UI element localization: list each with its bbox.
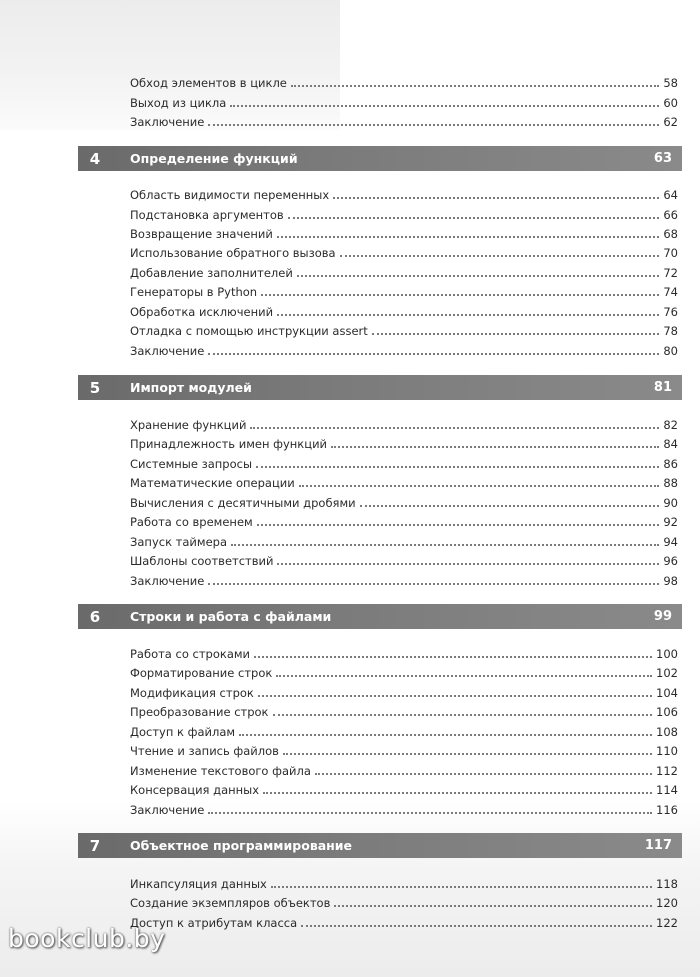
toc-entry-page: 86 <box>663 457 678 471</box>
toc-entry[interactable] <box>130 779 678 797</box>
toc-entry-title: Выход из цикла <box>130 96 227 110</box>
toc-entry-title: Шаблоны соответствий <box>130 554 274 568</box>
toc-entry-title: Возвращение значений <box>130 227 273 241</box>
toc-entry-title: Модификация строк <box>130 686 254 700</box>
toc-entry-page: 102 <box>656 666 678 680</box>
toc-entry-page: 82 <box>663 418 678 432</box>
toc-entry-page: 120 <box>656 896 678 910</box>
toc-entry-title: Запуск таймера <box>130 535 227 549</box>
toc-entry-title: Преобразование строк <box>130 705 269 719</box>
toc-entry[interactable] <box>130 414 678 432</box>
leader-dots <box>333 197 659 199</box>
toc-entry-title: Заключение <box>130 115 205 129</box>
leader-dots <box>208 812 652 814</box>
toc-entry[interactable] <box>130 740 678 758</box>
toc-entry-page: 76 <box>663 305 678 319</box>
toc-entry[interactable] <box>130 111 678 129</box>
leader-dots <box>239 734 652 736</box>
toc-entry-page: 72 <box>663 266 678 280</box>
toc-entry-title: Доступ к атрибутам класса <box>130 916 298 930</box>
chapter-page: 63 <box>653 151 672 166</box>
toc-entry-title: Использование обратного вызова <box>130 246 336 260</box>
toc-entry-page: 64 <box>663 188 678 202</box>
toc-entry-title: Подстановка аргументов <box>130 208 284 222</box>
chapter-header-5[interactable] <box>78 375 682 400</box>
chapter-header-6[interactable] <box>78 604 682 629</box>
toc-entry-page: 68 <box>663 227 678 241</box>
toc-entry-title: Системные запросы <box>130 457 253 471</box>
toc-entry-title: Заключение <box>130 803 205 817</box>
toc-entry-page: 94 <box>663 535 678 549</box>
chapter-title: Определение функций <box>130 151 298 166</box>
chapter-page: 117 <box>644 838 672 853</box>
toc-entry-title: Обход элементов в цикле <box>130 76 287 90</box>
toc-entry-title: Добавление заполнителей <box>130 266 293 280</box>
leader-dots <box>261 294 659 296</box>
toc-entry-title: Отладка с помощью инструкции assert <box>130 324 368 338</box>
chapter-number: 4 <box>89 149 101 168</box>
toc-entry-page: 122 <box>656 916 678 930</box>
leader-dots <box>273 714 653 716</box>
leader-dots <box>283 753 652 755</box>
toc-entry-page: 92 <box>663 515 678 529</box>
toc-entry-title: Доступ к файлам <box>130 725 236 739</box>
toc-entry[interactable] <box>130 320 678 338</box>
toc-entry[interactable] <box>130 531 678 549</box>
toc-entry-page: 90 <box>663 496 678 510</box>
chapter-header-4[interactable] <box>78 146 682 171</box>
leader-dots <box>254 656 652 658</box>
toc-entry-title: Заключение <box>130 344 205 358</box>
leader-dots <box>277 236 660 238</box>
toc-entry-page: 84 <box>663 437 678 451</box>
toc-entry-page: 78 <box>663 324 678 338</box>
chapter-page: 81 <box>653 380 672 395</box>
toc-entry[interactable] <box>130 223 678 241</box>
chapter-number: 7 <box>89 836 101 855</box>
toc-entry-title: Принадлежность имен функций <box>130 437 328 451</box>
leader-dots <box>315 773 652 775</box>
leader-dots <box>291 85 659 87</box>
toc-entry[interactable] <box>130 281 678 299</box>
toc-entry-page: 108 <box>656 725 678 739</box>
toc-entry[interactable] <box>130 799 678 817</box>
chapter-title: Импорт модулей <box>130 380 252 395</box>
toc-entry-title: Консервация данных <box>130 783 260 797</box>
leader-dots <box>340 255 660 257</box>
toc-entry-title: Обработка исключений <box>130 305 274 319</box>
leader-dots <box>271 886 652 888</box>
leader-dots <box>301 925 652 927</box>
leader-dots <box>277 563 659 565</box>
toc-entry-title: Чтение и запись файлов <box>130 744 279 758</box>
leader-dots <box>230 105 659 107</box>
leader-dots <box>360 505 660 507</box>
toc-entry[interactable] <box>130 873 678 891</box>
leader-dots <box>231 544 659 546</box>
toc-entry[interactable] <box>130 92 678 110</box>
leader-dots <box>276 675 652 677</box>
toc-entry-page: 116 <box>656 803 678 817</box>
toc-entry-title: Работа со временем <box>130 515 253 529</box>
toc-entry[interactable] <box>130 550 678 568</box>
toc-entry-page: 66 <box>663 208 678 222</box>
leader-dots <box>372 333 660 335</box>
leader-dots <box>208 583 659 585</box>
toc-entry-page: 80 <box>663 344 678 358</box>
leader-dots <box>334 905 652 907</box>
toc-entry-page: 118 <box>656 877 678 891</box>
toc-entry-title: Инкапсуляция данных <box>130 877 267 891</box>
toc-entry[interactable] <box>130 472 678 490</box>
toc-entry[interactable] <box>130 492 678 510</box>
toc-entry-page: 104 <box>656 686 678 700</box>
toc-entry-page: 70 <box>663 246 678 260</box>
toc-entry-title: Работа со строками <box>130 647 251 661</box>
toc-entry-page: 62 <box>663 115 678 129</box>
toc-entry-page: 98 <box>663 574 678 588</box>
leader-dots <box>288 217 660 219</box>
toc-entry[interactable] <box>130 453 678 471</box>
toc-entry[interactable] <box>130 242 678 260</box>
leader-dots <box>257 524 660 526</box>
toc-entry[interactable] <box>130 721 678 739</box>
toc-entry[interactable] <box>130 340 678 358</box>
toc-entry[interactable] <box>130 72 678 90</box>
toc-entry-title: Форматирование строк <box>130 666 273 680</box>
toc-entry-page: 114 <box>656 783 678 797</box>
toc-entry[interactable] <box>130 511 678 529</box>
toc-entry-title: Область видимости переменных <box>130 188 330 202</box>
leader-dots <box>208 124 659 126</box>
toc-entry-page: 74 <box>663 285 678 299</box>
chapter-header-7[interactable] <box>78 833 682 858</box>
toc-entry-page: 110 <box>656 744 678 758</box>
toc-entry[interactable] <box>130 204 678 222</box>
leader-dots <box>258 695 652 697</box>
toc-entry-title: Изменение текстового файла <box>130 764 311 778</box>
toc-entry-page: 96 <box>663 554 678 568</box>
toc-entry[interactable] <box>130 262 678 280</box>
toc-entry-title: Генераторы в Python <box>130 285 258 299</box>
toc-entry[interactable] <box>130 643 678 661</box>
chapter-number: 6 <box>89 607 101 626</box>
toc-entry-page: 106 <box>656 705 678 719</box>
watermark: bookclub.by <box>8 924 166 953</box>
leader-dots <box>208 353 659 355</box>
toc-entry-page: 112 <box>656 764 678 778</box>
leader-dots <box>299 485 660 487</box>
toc-entry[interactable] <box>130 892 678 910</box>
toc-entry[interactable] <box>130 682 678 700</box>
toc-entry[interactable] <box>130 662 678 680</box>
toc-entry[interactable] <box>130 301 678 319</box>
chapter-title: Объектное программирование <box>130 838 353 853</box>
toc-entry-page: 60 <box>663 96 678 110</box>
toc-entry-page: 88 <box>663 476 678 490</box>
leader-dots <box>256 466 659 468</box>
chapter-page: 99 <box>653 609 672 624</box>
chapter-title: Строки и работа с файлами <box>130 609 332 624</box>
toc-entry-page: 58 <box>663 76 678 90</box>
toc-entry-title: Заключение <box>130 574 205 588</box>
leader-dots <box>331 446 659 448</box>
toc-entry[interactable] <box>130 701 678 719</box>
toc-entry[interactable] <box>130 912 678 930</box>
chapter-number: 5 <box>89 378 101 397</box>
toc-entry-title: Вычисления с десятичными дробями <box>130 496 356 510</box>
leader-dots <box>297 275 660 277</box>
toc-entry[interactable] <box>130 570 678 588</box>
toc-entry[interactable] <box>130 433 678 451</box>
toc-entry[interactable] <box>130 760 678 778</box>
toc-entry[interactable] <box>130 184 678 202</box>
leader-dots <box>250 427 659 429</box>
toc-entry-page: 100 <box>656 647 678 661</box>
toc-entry-title: Математические операции <box>130 476 295 490</box>
leader-dots <box>263 792 652 794</box>
toc-entry-title: Создание экземпляров объектов <box>130 896 331 910</box>
toc-entry-title: Хранение функций <box>130 418 247 432</box>
leader-dots <box>277 314 659 316</box>
